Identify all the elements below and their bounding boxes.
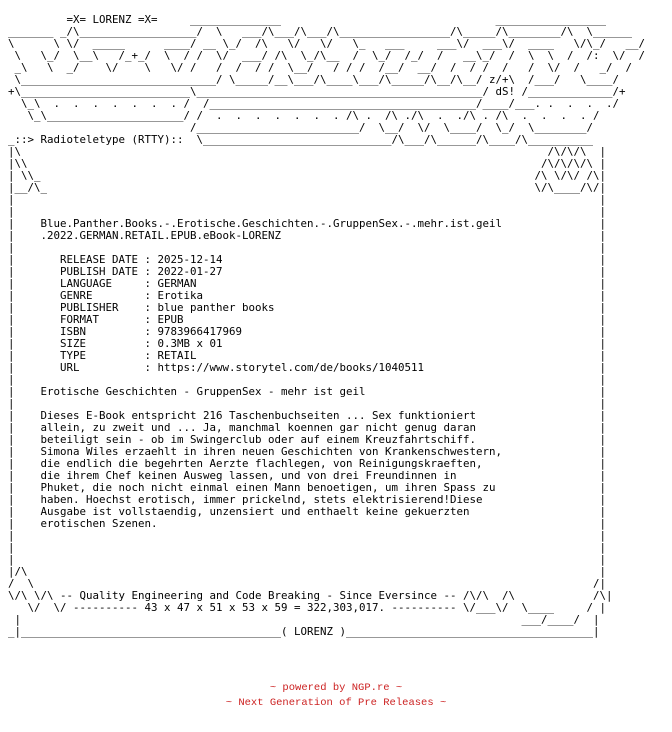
footer (0, 681, 672, 711)
nfo-ascii-art-document: =X= LORENZ =X= ______________ _________________ _______ _/\__________________/ \ ___/\___/\___/\_________________/\_____/\________/\ \______ \ \ \/ _____ ____/ __ \_/ /\ \/ \/ \_ ___ ___\/ ___\/ ____ \/\_/ __/ \ \_/ \__\ /_+_/ \ / / \/ ___/ /\ \_/\__ / \_/ /_/ / __\_/ / \ \ / /: \/ / _\ \ _/ \/ \ \/ / / / / / \__/ / / / /__/ __/ / / / / / \/ / _/ / \______________________________/ \_____/__\___/\____\___/\_____/\__/\__/ z/+\ /___/ \____/ +\__________________________\____________________________________________/ dS! /_____________/+ \_\ . . . . . . . / /_________________________________________/____/___. . . . ./ \_\_____________________/ / . . . . . . . /\ . /\ ./\ . ./\ . /\ . . . . / /_________________________/ \__/ \/ \____/ \_/ \________/ _::> Radioteletype (RTTY):: \_____________________________/\___/\______/\____/\__________ |\ /\/\/\ | |\\ /\/\/\/\ | | \\_ /\ \/\/ /\| |__/\_ \/\____/\/| | | | | | Blue.Panther.Books.-.Erotische.Geschichten.-.GruppenSex.-.mehr.ist.geil | | .2022.GERMAN.RETAIL.EPUB.eBook-LORENZ | | | | RELEASE DATE : 2025-12-14 | | PUBLISH DATE : 2022-01-27 | | LANGUAGE : GERMAN | | GENRE : Erotika | | PUBLISHER : blue panther books | | FORMAT : EPUB | | ISBN : 9783966417969 | | SIZE : 0.3MB x 01 | | TYPE : RETAIL | | URL : https://www.storytel.com/de/books/1040511 | | | | Erotische Geschichten - GruppenSex - mehr ist geil | | | | Dieses E-Book entspricht 216 Taschenbuchseiten ... Sex funktioniert | | allein, zu zweit und ... Ja, manchmal koennen gar nicht genug daran | | beteiligt sein - ob im Swingerclub oder auf einem Kreuzfahrtschiff. | | Simona Wiles erzaehlt in ihren neuen Geschichten von Krankenschwestern, | | die endlich die begehrten Aerzte flachlegen, von Reinigungskraeften, | | die ihrem Chef keinen Ausweg lassen, und von drei Freundinnen in | | Phuket, die noch nicht einmal einen Mann benoetigen, um ihren Spass zu | | haben. Hoechst erotisch, immer prickelnd, stets elektrisierend!Diese | | Ausgabe ist vollstaendig, unzensiert und enthaelt keine gekuerzten | | erotischen Szenen. | | | | | | | |/\ | / \ /| \/\ \/\ -- Quality Engineering and Code Breaking - Since Eversince -- /\/\ /\ /\| \/ \/ ---------- 43 x 47 x 51 x 53 x 59 = 322,303,017. ---------- \/___\/ \____ / | | ___/____/ | _|________________________________________( LORENZ )______________________________________| (8, 13, 646, 638)
powered-by-line: ~ powered by NGP.re ~ (269, 682, 403, 694)
tagline: ~ Next Generation of Pre Releases ~ (225, 697, 447, 709)
